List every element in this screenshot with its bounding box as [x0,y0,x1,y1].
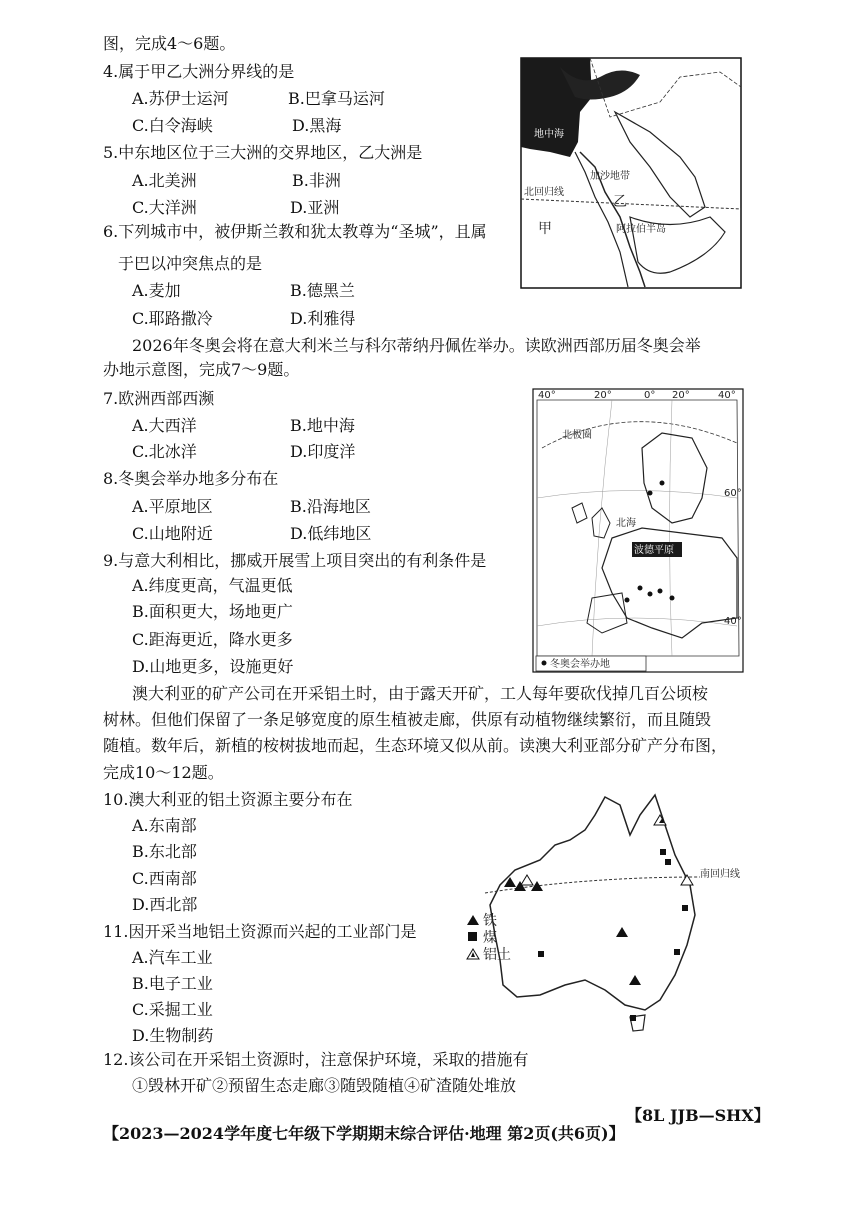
label-polish-plain: 波德平原 [634,545,674,556]
label-arctic-circle: 北极圈 [562,430,592,441]
q9-stem: 9.与意大利相比，挪威开展雪上项目突出的有利条件是 [103,551,487,570]
label-lon-0: 0° [644,390,656,401]
q9-option-b: B.面积更大，场地更广 [132,602,293,621]
australia-map [455,785,750,1050]
passage2-line2: 办地示意图，完成7～9题。 [103,360,300,379]
label-gaza: 加沙地带 [590,171,630,182]
q7-stem: 7.欧洲西部西濒 [103,389,215,408]
intro-tail: 图，完成4～6题。 [103,34,236,53]
label-arabian-peninsula: 阿拉伯半岛 [616,224,666,235]
q7-option-d: D.印度洋 [290,442,356,461]
legend-coal: 煤 [483,930,497,946]
legend-iron-icon [467,915,479,925]
q4-option-a: A.苏伊士运河 [132,89,229,108]
q9-option-c: C.距海更近，降水更多 [132,630,293,649]
q11-option-d: D.生物制药 [132,1026,214,1045]
label-tropic-cancer: 北回归线 [524,187,564,198]
label-lon-20e: 20° [672,390,690,401]
q4-option-b: B.巴拿马运河 [288,89,385,108]
label-lon-40e: 40° [718,390,736,401]
q8-stem: 8.冬奥会举办地多分布在 [103,469,279,488]
label-lon-40w: 40° [538,390,556,401]
q8-option-b: B.沿海地区 [290,497,371,516]
q7-option-a: A.大西洋 [132,416,197,435]
q6-stem-line2: 于巴以冲突焦点的是 [118,254,263,273]
legend-coal-icon [468,932,477,941]
q8-option-a: A.平原地区 [132,497,213,516]
label-north-sea: 北海 [616,518,636,529]
q5-option-b: B.非洲 [292,171,341,190]
q9-option-a: A.纬度更高，气温更低 [132,576,293,595]
q5-option-a: A.北美洲 [132,171,197,190]
legend-iron: 铁 [483,913,497,929]
passage3-line1: 澳大利亚的矿产公司在开采铝土时，由于露天开矿，工人每年要砍伐掉几百公顷桉 [132,684,709,703]
q7-option-b: B.地中海 [290,416,355,435]
q6-option-a: A.麦加 [132,281,181,300]
q9-option-d: D.山地更多，设施更好 [132,657,294,676]
legend-host-city-icon [542,661,547,666]
passage3-line2: 树林。但他们保留了一条足够宽度的原生植被走廊，供原有动植物继续繁衍，而且随毁 [103,710,712,729]
q11-option-c: C.采掘工业 [132,1000,213,1019]
q7-option-c: C.北冰洋 [132,442,197,461]
passage3-line3: 随植。数年后，新植的桉树拔地而起，生态环境又似从前。读澳大利亚部分矿产分布图， [103,736,728,755]
footer-exam-info: 【2023—2024学年度七年级下学期期末综合评估·地理 第2页(共6页)】 [103,1124,625,1143]
q10-option-b: B.东北部 [132,842,197,861]
q4-stem: 4.属于甲乙大洲分界线的是 [103,62,295,81]
q4-option-d: D.黑海 [292,116,342,135]
legend-host-city: 冬奥会举办地 [550,659,610,670]
q4-option-c: C.白令海峡 [132,116,213,135]
q10-option-a: A.东南部 [132,816,197,835]
q6-option-d: D.利雅得 [290,309,356,328]
q5-option-c: C.大洋洲 [132,198,197,217]
q11-option-a: A.汽车工业 [132,948,213,967]
middle-east-map [520,57,742,289]
q11-option-b: B.电子工业 [132,974,213,993]
label-lat-40: 40° [724,616,742,627]
label-lon-20w: 20° [594,390,612,401]
footer-code: 【8L JJB—SHX】 [626,1106,770,1125]
q8-option-c: C.山地附近 [132,524,213,543]
q6-option-c: C.耶路撒冷 [132,309,213,328]
europe-map [532,388,744,673]
q12-choices: ①毁林开矿②预留生态走廊③随毁随植④矿渣随处堆放 [132,1076,517,1095]
q10-stem: 10.澳大利亚的铝土资源主要分布在 [103,790,353,809]
passage3-line4: 完成10～12题。 [103,763,224,782]
passage2-line1: 2026年冬奥会将在意大利米兰与科尔蒂纳丹佩佐举办。读欧洲西部历届冬奥会举 [132,336,701,355]
q6-stem-line1: 6.下列城市中，被伊斯兰教和犹太教尊为“圣城”，且属 [103,222,487,241]
label-tropic-capricorn: 南回归线 [700,869,740,880]
q11-stem: 11.因开采当地铝土资源而兴起的工业部门是 [103,922,417,941]
label-lat-60: 60° [724,488,742,499]
q8-option-d: D.低纬地区 [290,524,372,543]
label-yi: 乙 [613,194,627,210]
q10-option-d: D.西北部 [132,895,198,914]
q12-stem: 12.该公司在开采铝土资源时，注意保护环境，采取的措施有 [103,1050,529,1069]
label-jia: 甲 [538,221,552,237]
q5-option-d: D.亚洲 [290,198,340,217]
label-mediterranean: 地中海 [534,129,564,140]
q6-option-b: B.德黑兰 [290,281,355,300]
q5-stem: 5.中东地区位于三大洲的交界地区，乙大洲是 [103,143,423,162]
q10-option-c: C.西南部 [132,869,197,888]
legend-bauxite: 铝土 [483,947,511,963]
